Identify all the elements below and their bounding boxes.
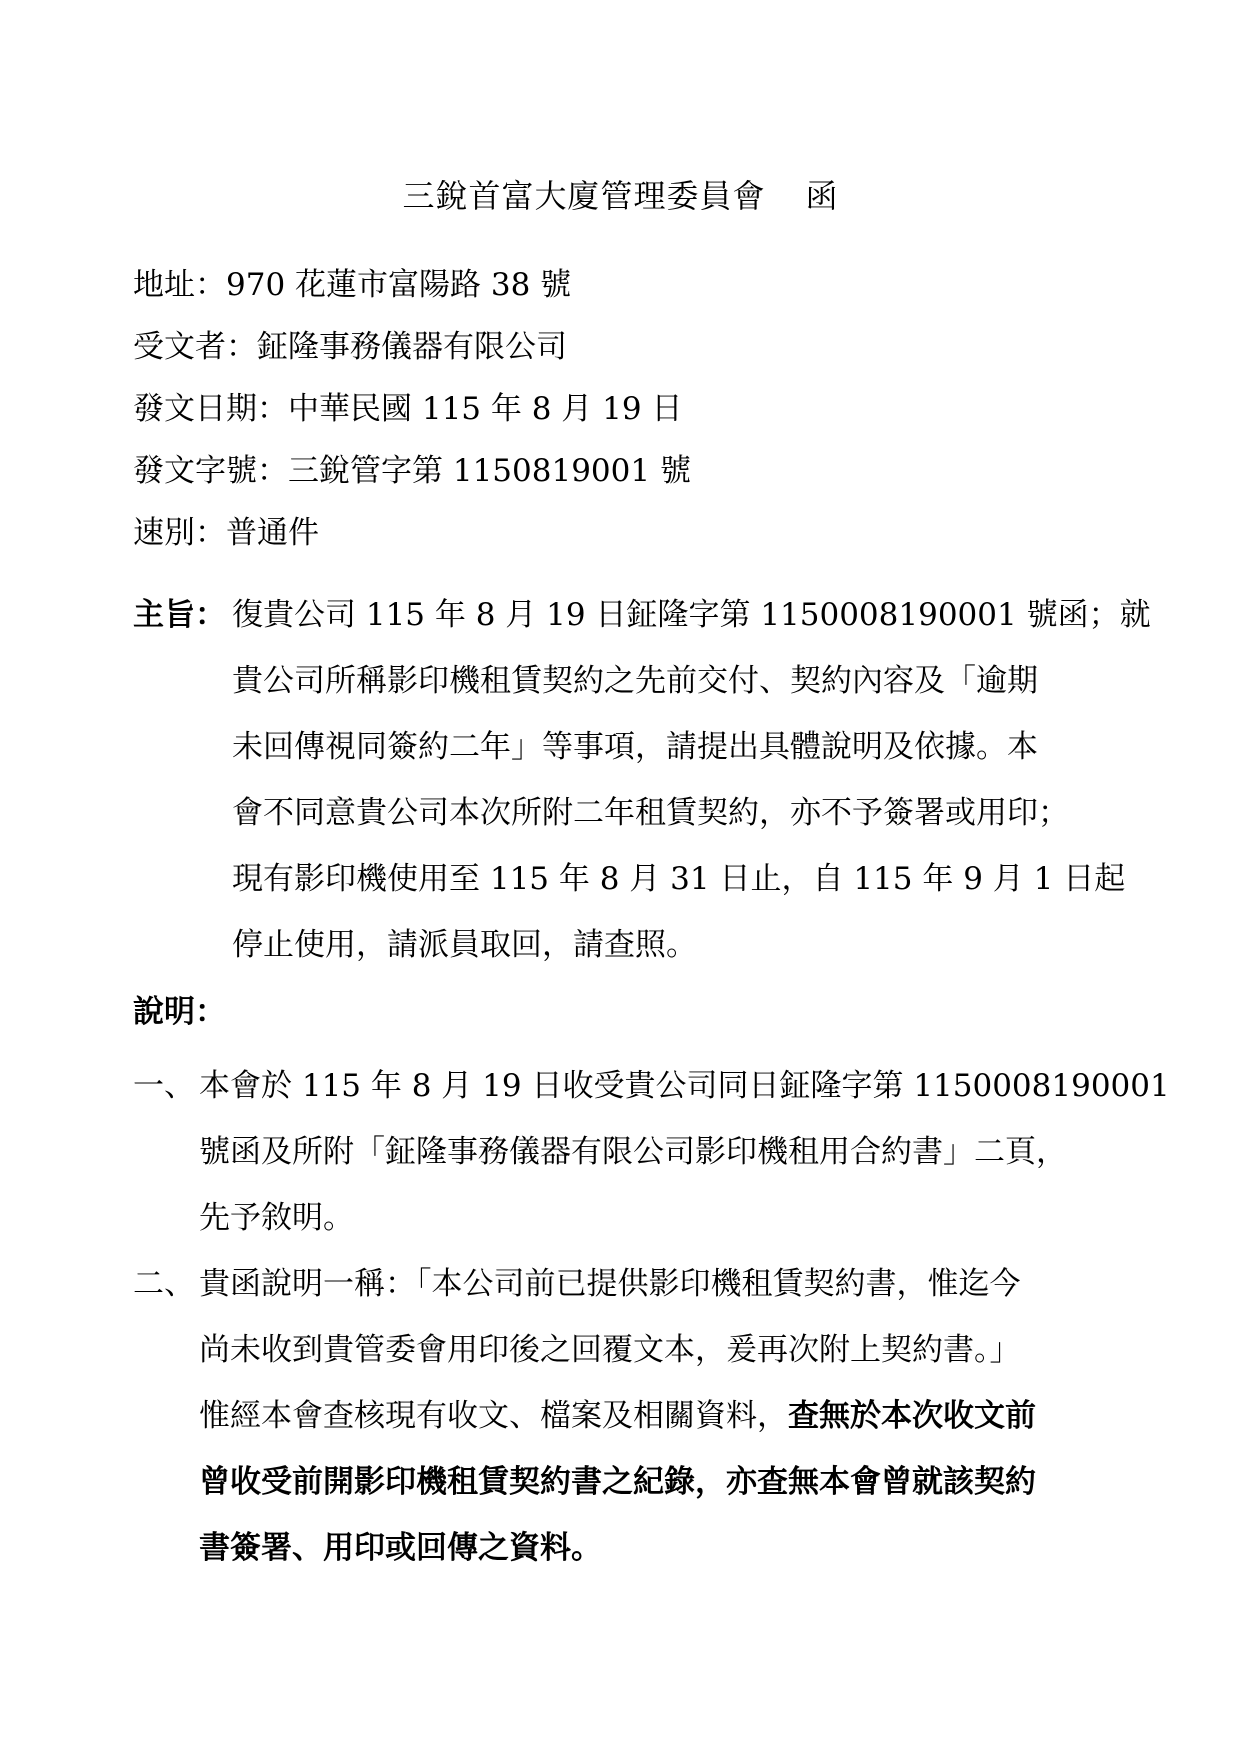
org-name: 三銳首富大廈管理委員會 (402, 177, 766, 215)
explanation-section (133, 1053, 1170, 1581)
plain-text: 惟經本會查核現有收文、檔案及相關資料， (199, 1398, 788, 1434)
explanation-line: 貴函說明一稱：「本公司前已提供影印機租賃契約書，惟迄今 (199, 1266, 1021, 1302)
subject-line: 未回傳視同簽約二年」等事項，請提出具體說明及依據。本 (232, 729, 1038, 765)
explanation-line: 先予敘明。 (199, 1200, 354, 1236)
date-line: 發文日期：中華民國 115 年 8 月 19 日 (133, 391, 683, 427)
explanation-item-1 (133, 1053, 1170, 1251)
item-marker: 二、 (133, 1266, 195, 1302)
subject-line: 復貴公司 115 年 8 月 19 日鉦隆字第 1150008190001 號函；就 (232, 597, 1151, 633)
address-line: 地址：970 花蓮市富陽路 38 號 (133, 267, 572, 303)
subject-section (133, 582, 1151, 978)
explanation-line-mixed (199, 1383, 1143, 1449)
speed-line: 速別：普通件 (133, 515, 319, 551)
header-block (133, 254, 1133, 564)
subject-line: 會不同意貴公司本次所附二年租賃契約，亦不予簽署或用印； (232, 795, 1069, 831)
document-title (0, 172, 1241, 220)
explanation-line: 本會於 115 年 8 月 19 日收受貴公司同日鉦隆字第 1150008190001 (199, 1068, 1170, 1104)
subject-line: 貴公司所稱影印機租賃契約之先前交付、契約內容及「逾期 (232, 663, 1038, 699)
ref-number-line: 發文字號：三銳管字第 1150819001 號 (133, 453, 691, 489)
explanation-line: 號函及所附「鉦隆事務儀器有限公司影印機租用合約書」二頁， (199, 1134, 1067, 1170)
recipient-line: 受文者：鉦隆事務儀器有限公司 (133, 329, 567, 365)
bold-text: 查無於本次收文前 (788, 1398, 1036, 1434)
document-type: 函 (805, 177, 839, 215)
explanation-line: 尚未收到貴管委會用印後之回覆文本，爰再次附上契約書。」 (199, 1332, 1021, 1368)
explanation-label: 說明： (133, 994, 226, 1030)
subject-line: 現有影印機使用至 115 年 8 月 31 日止，自 115 年 9 月 1 日起 (232, 861, 1126, 897)
subject-label: 主旨： (133, 597, 226, 633)
item-marker: 一、 (133, 1068, 195, 1104)
explanation-item-2 (133, 1251, 1143, 1581)
subject-line: 停止使用，請派員取回，請查照。 (232, 927, 697, 963)
explanation-bold-line: 書簽署、用印或回傳之資料。 (199, 1530, 602, 1566)
explanation-bold-line: 曾收受前開影印機租賃契約書之紀錄，亦查無本會曾就該契約 (199, 1464, 1036, 1500)
